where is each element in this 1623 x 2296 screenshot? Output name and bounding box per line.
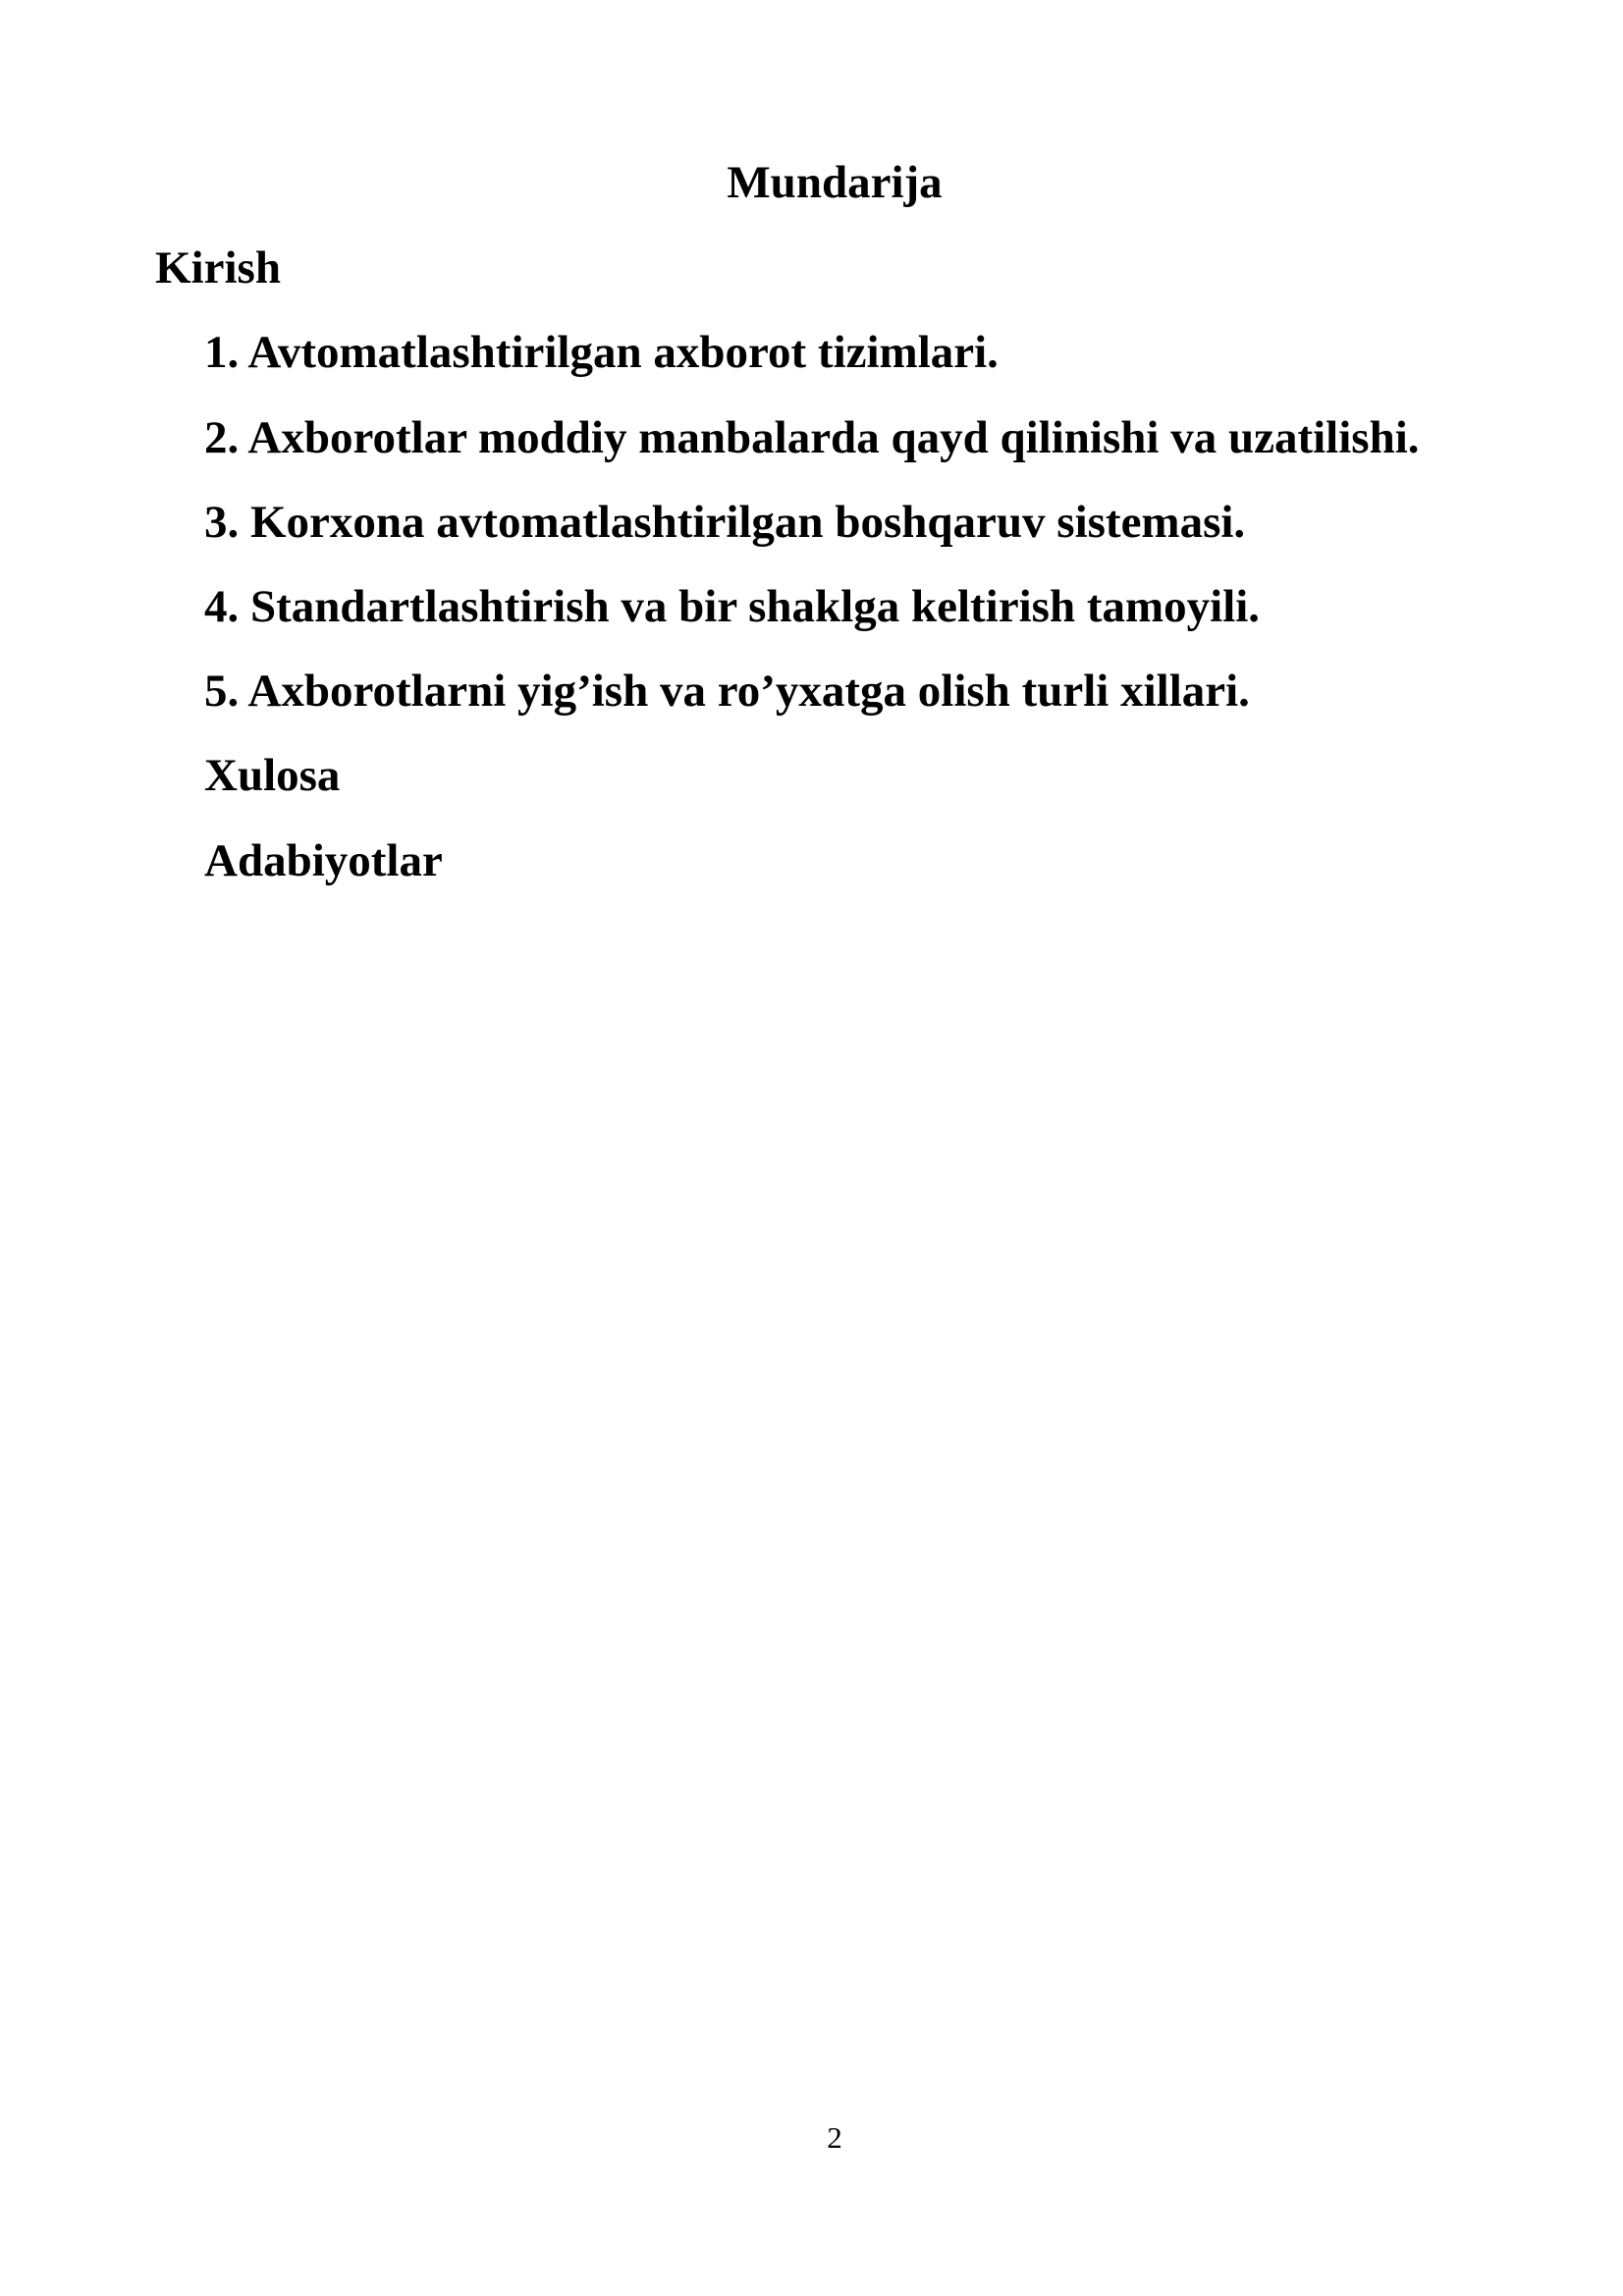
toc-entry-conclusion: Xulosa	[204, 750, 341, 801]
toc-entry-4: 4. Standartlashtirish va bir shaklga keltirish tamoyili.	[204, 581, 1261, 632]
toc-entry-introduction: Kirish	[155, 242, 281, 294]
toc-entry-3: 3. Korxona avtomatlashtirilgan boshqaruv sistemasi.	[204, 497, 1246, 548]
toc-entry-5: 5. Axborotlarni yig’ish va ro’yxatga olish turli xillari.	[204, 666, 1250, 717]
page-number: 2	[827, 2120, 842, 2155]
toc-entry-2: 2. Axborotlar moddiy manbalarda qayd qilinishi va uzatilishi.	[204, 412, 1420, 463]
toc-entry-references: Adabiyotlar	[204, 835, 443, 886]
toc-entry-1: 1. Avtomatlashtirilgan axborot tizimlari.	[204, 327, 999, 378]
table-of-contents-title: Mundarija	[727, 157, 943, 208]
